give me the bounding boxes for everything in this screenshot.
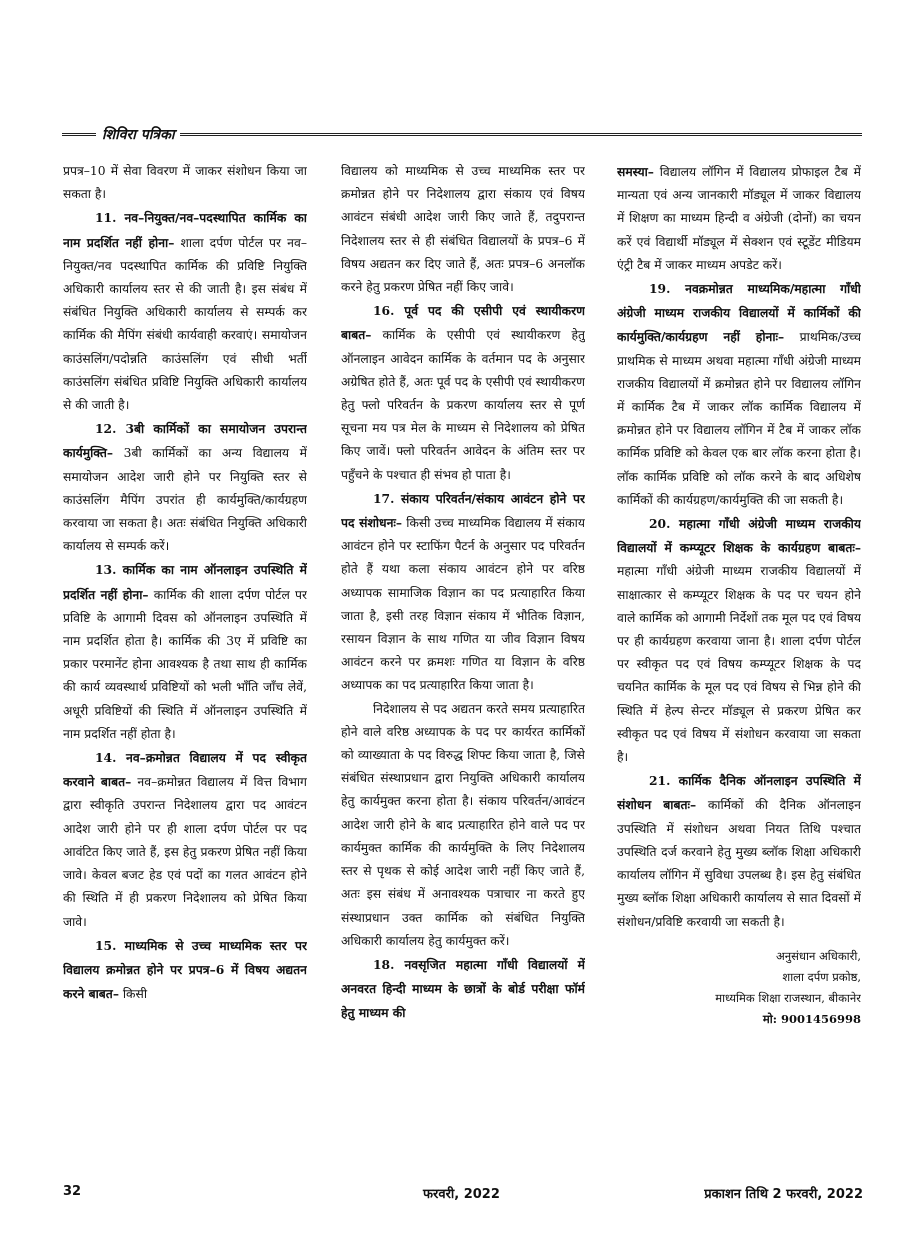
section-heading: 17. संकाय परिवर्तन/संकाय आवंटन होने पर पद संशोधनः– [341,490,585,531]
paragraph: निदेशालय से पद अद्यतन करते समय प्रत्याहारित होने वाले वरिष्ठ अध्यापक के पद पर कार्यरत कार्मिकों को व्याख्याता के पद विरुद्ध शिफ्ट किया जाता है, जिसे संबंधित संस्थाप्रधान द्वारा नियुक्ति अधिकारी कार्यालय हेतु कार्यमुक्त करना होता है। संकाय परिवर्तन/आवंटन आदेश जारी होने के बाद प्रत्याहारित होने वाले पद पर कार्यमुक्त कार्मिक की कार्यमुक्ति के लिए निदेशालय स्तर से पृथक से कोई आदेश जारी नहीं किए जाते हैं, अतः इस संबंध में अनावश्यक पत्राचार ना करते हुए संस्थाप्रधान उक्त कार्मिक को संबंधित नियुक्ति अधिकारी कार्यालय हेतु कार्यमुक्त करें। [341,701,585,948]
section-heading: 12. 3बी कार्मिकों का समायोजन उपरान्त कार्यमुक्ति– [63,421,307,461]
magazine-title: शिविरा पत्रिका [102,126,175,143]
section-16 [341,299,585,487]
section-body: किसी [118,987,148,1002]
section-body: कार्मिकों की दैनिक ऑनलाइन उपस्थिति में संशोधन अथवा नियत तिथि पश्चात उपस्थिति दर्ज करवाने हेतु मुख्य ब्लॉक शिक्षा अधिकारी कार्यालय लॉगिन में सुविधा उपलब्ध है। इस हेतु संबंधित मुख्य ब्लॉक शिक्षा अधिकारी कार्यालय से सात दिवसों में संशोधन/प्रविष्टि करवायी जा सकती है। [617,798,861,929]
section-12 [63,417,307,558]
section-body: शाला दर्पण पोर्टल पर नव–नियुक्त/नव पदस्थापित कार्मिक की प्रविष्टि नियुक्ति अधिकारी कार्यालय स्तर से की जाती है। इस संबंध में संबंधित नियुक्ति अधिकारी कार्यालय से सम्पर्क कर कार्मिक की मैपिंग संबंधी कार्यवाही करवाएं। समायोजन काउंसलिंग/पदोन्नति काउंसलिंग एवं सीधी भर्ती काउंसलिंग संबंधित प्रविष्टि नियुक्ति अधिकारी कार्यालय से की जाती है। [63,235,307,413]
column-middle [341,160,585,1135]
header-rule-left [62,133,96,136]
section-18-continued [617,160,861,277]
paragraph: प्रपत्र–10 में सेवा विवरण में जाकर संशोधन किया जा सकता है। [63,164,307,202]
page-number: 32 [63,1184,82,1199]
page-footer [63,1184,863,1204]
author-office: माध्यमिक शिक्षा राजस्थान, बीकानेर [715,990,861,1005]
section-15 [63,934,307,1007]
section-heading: 21. कार्मिक दैनिक ऑनलाइन उपस्थिति में संशोधन बाबतः– [617,773,861,813]
column-right [617,160,861,1135]
section-body: महात्मा गाँधी अंग्रेजी माध्यम राजकीय विद्यालयों में साक्षात्कार से कम्प्यूटर शिक्षक के पद पर चयन होने वाले कार्मिक को आगामी निर्देशों तक मूल पद एवं विषय पर ही कार्यग्रहण करवाया जाना है। शाला दर्पण पोर्टल पर स्वीकृत पद एवं विषय कम्प्यूटर शिक्षक के पद चयनित कार्मिक के मूल पद एवं विषय से भिन्न होने की स्थिति में हेल्प सेन्टर मॉड्यूल से प्रकरण प्रेषित कर स्वीकृत पद एवं विषय में संशोधन करवाया जा सकता है। [617,564,861,765]
section-14 [63,746,307,934]
section-19 [617,277,861,512]
section-heading: 18. नवसृजित महात्मा गाँधी विद्यालयों में अनवरत हिन्दी माध्यम के छात्रों के बोर्ड परीक्षा फॉर्म हेतु माध्यम की [341,956,585,1021]
section-body: कार्मिक के एसीपी एवं स्थायीकरण हेतु ऑनलाइन आवेदन कार्मिक के वर्तमान पद के अनुसार अग्रेषित होते हैं, अतः पूर्व पद के एसीपी एवं स्थायीकरण हेतु फ्लो परिवर्तन के प्रकरण कार्यालय स्तर से पूर्ण सूचना मय पत्र मेल के माध्यम से निदेशालय को प्रेषित किए जावें। फ्लो परिवर्तन आवेदन के अंतिम स्तर पर पहुँचने के पश्चात ही संभव हो पाता है। [341,328,585,482]
author-designation: अनुसंधान अधिकारी, [775,948,861,963]
header-rule-right [180,133,862,136]
paragraph: विद्यालय को माध्यमिक से उच्च माध्यमिक स्तर पर क्रमोन्नत होने पर निदेशालय द्वारा संकाय एवं विषय आवंटन संबंधी आदेश जारी किए जाते हैं, तदुपरान्त निदेशालय स्तर से ही संबंधित विद्यालयों के प्रपत्र–6 में विषय अद्यतन कर दिए जाते हैं, अतः प्रपत्र–6 अनलॉक करने हेतु प्रकरण प्रेषित नहीं किए जावे। [341,164,585,295]
section-heading: 11. नव–नियुक्त/नव–पदस्थापित कार्मिक का नाम प्रदर्शित नहीं होना– [63,210,307,250]
section-heading: समस्या– [617,164,654,179]
section-heading: 16. पूर्व पद की एसीपी एवं स्थायीकरण बाबत– [341,303,585,343]
section-heading: 19. नवक्रमोन्नत माध्यमिक/महात्मा गाँधी अंग्रेजी माध्यम राजकीय विद्यालयों में कार्मिकों की कार्यमुक्ति/कार्यग्रहण नहीं होनाः– [617,281,861,345]
section-body: नव–क्रमोन्नत विद्यालय में वित्त विभाग द्वारा स्वीकृति उपरान्त निदेशालय द्वारा पद आवंटन आदेश जारी होने पर ही शाला दर्पण पोर्टल पर पद आवंटित किए जाते हैं, इस हेतु प्रकरण प्रेषित नहीं किया जावे। केवल बजट हेड एवं पदों का गलत आवंटन होने की स्थिति में ही प्रकरण निदेशालय को प्रेषित किया जावे। [63,775,307,929]
section-body: प्राथमिक/उच्च प्राथमिक से माध्यम अथवा महात्मा गाँधी अंग्रेजी माध्यम राजकीय विद्यालयों में क्रमोन्नत होने पर विद्यालय लॉगिन में कार्मिक टैब में जाकर लॉक कार्मिक विद्यालय में क्रमोन्नत होने पर विद्यालय लॉगिन में टैब में जाकर लॉक कार्मिक प्रविष्टि को केवल एक बार लॉक करना होता है। लॉक कार्मिक प्रविष्टि को लॉक करने के बाद अधिशेष कार्मिकों की कार्यग्रहण/कार्यमुक्ति की जा सकती है। [617,330,861,507]
section-17 [341,487,585,698]
section-13 [63,558,307,746]
section-body: विद्यालय लॉगिन में विद्यालय प्रोफाइल टैब में मान्यता एवं अन्य जानकारी मॉड्यूल में जाकर विद्यालय में शिक्षण का माध्यम हिन्दी व अंग्रेजी (दोनों) का चयन करें एवं विद्यार्थी मॉड्यूल में सेक्शन एवं स्टूडेंट मीडियम एंट्री टैब में जाकर माध्यम अपडेट करें। [617,165,861,272]
section-20 [617,512,861,769]
page-header [62,122,862,146]
section-heading: 20. महात्मा गाँधी अंग्रेजी माध्यम राजकीय विद्यालयों में कम्प्यूटर शिक्षक के कार्यग्रहण बाबतः– [617,516,861,556]
section-body: किसी उच्च माध्यमिक विद्यालय में संकाय आवंटन होने पर स्टाफिंग पैटर्न के अनुसार पद परिवर्तन होते हैं यथा कला संकाय आवंटन होने पर वरिष्ठ अध्यापक सामाजिक विज्ञान का पद प्रत्याहारित किया जाता है, इसी तरह विज्ञान संकाय में भौतिक विज्ञान, रसायन विज्ञान के साथ गणित या जीव विज्ञान विषय आवंटन करने पर क्रमशः गणित या विज्ञान के वरिष्ठ अध्यापक का पद प्रत्याहारित किया जाता है। [341,516,585,693]
section-heading: 13. कार्मिक का नाम ऑनलाइन उपस्थिति में प्रदर्शित नहीं होना– [63,562,307,602]
section-heading: 14. नव–क्रमोन्नत विद्यालय में पद स्वीकृत करवाने बाबत– [63,750,307,790]
column-left [63,160,307,1135]
author-signature-block [617,946,861,1030]
section-21 [617,769,861,933]
author-cell: शाला दर्पण प्रकोष्ठ, [782,969,861,984]
author-phone: मो: 9001456998 [762,1011,861,1026]
section-body: कार्मिक की शाला दर्पण पोर्टल पर प्रविष्टि के आगामी दिवस को ऑनलाइन उपस्थिति में नाम प्रदर्शित होता है। कार्मिक की 3ए में प्रविष्टि का प्रकार परमानेंट होना आवश्यक है तथा साथ ही कार्मिक की कार्य व्यवस्थार्थ प्रविष्टियों को भली भाँति जाँच लेवें, अधूरी प्रविष्टियों की स्थिति में ऑनलाइन उपस्थिति में नाम प्रदर्शित नहीं होता है। [63,587,307,741]
publish-date: प्रकाशन तिथि 2 फरवरी, 2022 [704,1187,863,1202]
section-11 [63,206,307,417]
section-heading: 15. माध्यमिक से उच्च माध्यमिक स्तर पर विद्यालय क्रमोन्नत होने पर प्रपत्र–6 में विषय अद्यतन करने बाबत– [63,937,307,1002]
issue-month: फरवरी, 2022 [423,1187,500,1202]
section-body: 3बी कार्मिकों का अन्य विद्यालय में समायोजन आदेश जारी होने पर नियुक्ति स्तर से काउंसलिंग मैपिंग उपरांत ही कार्यमुक्ति/कार्यग्रहण करवाया जा सकता है। अतः संबंधित नियुक्ति अधिकारी कार्यालय से सम्पर्क करें। [63,446,307,554]
section-18 [341,953,585,1026]
